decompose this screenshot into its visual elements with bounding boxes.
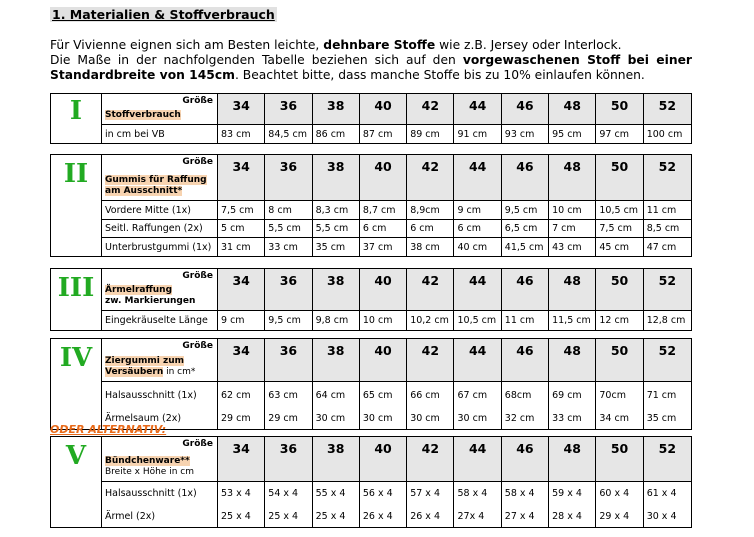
size-header-44: 44 xyxy=(454,339,501,382)
size-table-3 xyxy=(50,268,692,331)
table-cell: 45 cm xyxy=(596,237,643,256)
material-label xyxy=(105,285,215,307)
table-cell: 37 cm xyxy=(360,237,407,256)
table-cell: 27x 4 xyxy=(454,505,501,527)
table-cell: 30 cm xyxy=(454,408,501,429)
table-cell: 8,7 cm xyxy=(360,201,407,219)
size-table-1 xyxy=(50,93,692,144)
size-header-42: 42 xyxy=(407,155,454,201)
size-label: Größe xyxy=(182,157,213,167)
intro-text xyxy=(50,38,692,83)
table-cell: 6 cm xyxy=(360,219,407,237)
table-cell: 100 cm xyxy=(646,128,683,140)
intro-text-segment: vorgewaschenen Stoff bei einer Standardbreite von 145cm xyxy=(50,53,692,82)
material-label xyxy=(105,175,215,197)
table-cell: 8,5 cm xyxy=(644,219,691,237)
intro-paragraph-2 xyxy=(50,53,692,83)
size-header-44: 44 xyxy=(454,94,501,125)
table-cell: 40 cm xyxy=(454,237,501,256)
size-header-50: 50 xyxy=(596,437,643,482)
table-cell: 59 x 4 xyxy=(549,482,596,505)
table-cell: 63 cm xyxy=(265,382,312,408)
table-cell: 25 x 4 xyxy=(218,505,265,527)
table-cell: 5 cm xyxy=(218,219,265,237)
table-cell: 57 x 4 xyxy=(407,482,454,505)
size-header-42: 42 xyxy=(407,339,454,382)
table-cell: 9,8 cm xyxy=(313,311,360,330)
material-name: Ziergummi zum Versäubern xyxy=(105,356,185,377)
table-cell: 67 cm xyxy=(454,382,501,408)
table-cell: 11 cm xyxy=(646,204,677,216)
table-cell: 64 cm xyxy=(313,382,360,408)
table-cell: 56 x 4 xyxy=(360,482,407,505)
table-cell: 7,5 cm xyxy=(596,219,643,237)
intro-text-segment: Für Vivienne eignen sich am Besten leichte, xyxy=(50,38,324,52)
table-cell: 6,5 cm xyxy=(502,219,549,237)
material-label xyxy=(105,456,215,478)
material-label xyxy=(105,110,215,121)
table-cell: 66 cm xyxy=(407,382,454,408)
table-cell: 11,5 cm xyxy=(549,311,596,330)
header-label-cell xyxy=(102,269,218,311)
size-header-36: 36 xyxy=(265,437,312,482)
table-cell: 5,5 cm xyxy=(313,219,360,237)
table-cell: 26 x 4 xyxy=(407,505,454,527)
size-header-40: 40 xyxy=(360,339,407,382)
table-cell: 10 cm xyxy=(549,201,596,219)
size-header-40: 40 xyxy=(360,269,407,311)
size-header-50: 50 xyxy=(596,269,643,311)
table-cell: 65 cm xyxy=(360,382,407,408)
size-header-34: 34 xyxy=(218,437,265,482)
size-header-34: 34 xyxy=(218,94,265,125)
table-cell: 34 cm xyxy=(596,408,643,429)
size-header-44: 44 xyxy=(454,269,501,311)
size-header-46: 46 xyxy=(502,339,549,382)
size-header-46: 46 xyxy=(502,94,549,125)
material-name: Gummis für Raffung am Ausschnitt* xyxy=(105,175,207,196)
size-header-48: 48 xyxy=(549,339,596,382)
size-header-38: 38 xyxy=(313,437,360,482)
size-header-34: 34 xyxy=(218,339,265,382)
table-cell: 95 cm xyxy=(549,125,596,143)
size-header-42: 42 xyxy=(407,269,454,311)
size-label: Größe xyxy=(182,439,213,449)
table-cell: 54 x 4 xyxy=(265,482,312,505)
table-cell: 25 x 4 xyxy=(313,505,360,527)
table-cell: 93 cm xyxy=(502,125,549,143)
table-cell: 58 x 4 xyxy=(502,482,549,505)
size-header-50: 50 xyxy=(596,339,643,382)
header-label-cell xyxy=(102,437,218,482)
table-cell: 6 cm xyxy=(407,219,454,237)
table-cell: 53 x 4 xyxy=(218,482,265,505)
table-cell: 30 cm xyxy=(313,408,360,429)
table-cell: 68cm xyxy=(502,382,549,408)
size-header-48: 48 xyxy=(549,269,596,311)
table-cell: 12 cm xyxy=(596,311,643,330)
material-label xyxy=(105,356,215,378)
header-label-cell xyxy=(102,339,218,382)
intro-text-segment: dehnbare Stoffe xyxy=(323,38,436,52)
size-header-38: 38 xyxy=(313,94,360,125)
size-header-36: 36 xyxy=(265,269,312,311)
size-header-48: 48 xyxy=(549,94,596,125)
size-header-50: 50 xyxy=(596,94,643,125)
size-label: Größe xyxy=(182,96,213,106)
table-cell: 9,5 cm xyxy=(265,311,312,330)
size-label: Größe xyxy=(182,341,213,351)
table-cell: 87 cm xyxy=(360,125,407,143)
table-cell: 8,9cm xyxy=(407,201,454,219)
row-label: Eingekräuselte Länge xyxy=(102,311,218,330)
table-cell: 47 cm xyxy=(644,237,691,256)
table-cell: 30 cm xyxy=(360,408,407,429)
table-cell: 55 x 4 xyxy=(313,482,360,505)
size-header-48: 48 xyxy=(549,437,596,482)
row-label: Vordere Mitte (1x) xyxy=(102,201,218,219)
table-cell: 32 cm xyxy=(502,408,549,429)
size-header-38: 38 xyxy=(313,339,360,382)
intro-paragraph-1 xyxy=(50,38,692,53)
table-cell: 62 cm xyxy=(218,382,265,408)
row-label: Seitl. Raffungen (2x) xyxy=(102,219,218,237)
size-header-44: 44 xyxy=(454,155,501,201)
table-cell: 8,3 cm xyxy=(313,201,360,219)
table-cell: 70cm xyxy=(596,382,643,408)
size-header-52: 52 xyxy=(644,339,691,382)
size-header-36: 36 xyxy=(265,339,312,382)
table-cell: 27 x 4 xyxy=(502,505,549,527)
table-cell: 60 x 4 xyxy=(596,482,643,505)
table-cell: 7,5 cm xyxy=(218,201,265,219)
material-name: Stoffverbrauch xyxy=(105,110,181,120)
header-label-cell xyxy=(102,155,218,201)
size-table-5 xyxy=(50,436,692,528)
row-label: Ärmel (2x) xyxy=(102,505,218,527)
table-cell: 58 x 4 xyxy=(454,482,501,505)
table-cell: 33 cm xyxy=(549,408,596,429)
table-cell: 10 cm xyxy=(360,311,407,330)
table-cell: 97 cm xyxy=(596,125,643,143)
table-cell: 41,5 cm xyxy=(502,237,549,256)
section-heading: 1. Materialien & Stoffverbrauch xyxy=(52,7,275,22)
table-cell: 10,5 cm xyxy=(596,201,643,219)
table-numeral: IV xyxy=(51,339,102,429)
size-header-52: 52 xyxy=(644,94,691,125)
table-cell: 33 cm xyxy=(265,237,312,256)
size-header-38: 38 xyxy=(313,269,360,311)
material-name: Bündchenware** xyxy=(105,456,190,466)
table-cell: 11 cm xyxy=(502,311,549,330)
table-cell: 91 cm xyxy=(454,125,501,143)
size-header-40: 40 xyxy=(360,155,407,201)
material-note: Breite x Höhe in cm xyxy=(105,467,194,477)
table-cell: 38 cm xyxy=(407,237,454,256)
material-name: Ärmelraffung xyxy=(105,285,173,295)
size-header-52: 52 xyxy=(644,269,691,311)
table-cell: 30 x 4 xyxy=(646,510,677,522)
size-table-4 xyxy=(50,338,692,430)
table-cell: 43 cm xyxy=(549,237,596,256)
table-cell: 29 x 4 xyxy=(596,505,643,527)
size-header-34: 34 xyxy=(218,269,265,311)
table-cell: 71 cm xyxy=(646,389,677,401)
size-header-42: 42 xyxy=(407,94,454,125)
row-label: Halsausschnitt (1x) xyxy=(102,382,218,408)
table-cell: 84,5 cm xyxy=(265,125,312,143)
size-header-40: 40 xyxy=(360,437,407,482)
table-cell: 61 x 4 xyxy=(646,488,677,499)
intro-text-segment: . Beachtet bitte, dass manche Stoffe bis zu 10% einlaufen können. xyxy=(234,68,645,82)
table-cell: 31 cm xyxy=(218,237,265,256)
table-cell: 35 cm xyxy=(646,413,677,424)
size-table-2 xyxy=(50,154,692,257)
size-header-34: 34 xyxy=(218,155,265,201)
table-cell: 10,2 cm xyxy=(407,311,454,330)
table-cell: 8 cm xyxy=(265,201,312,219)
header-label-cell xyxy=(102,94,218,125)
table-cell: 69 cm xyxy=(549,382,596,408)
table-cell: 28 x 4 xyxy=(549,505,596,527)
table-numeral: V xyxy=(51,437,102,527)
row-label: Halsausschnitt (1x) xyxy=(102,482,218,505)
size-header-46: 46 xyxy=(502,269,549,311)
material-note: zw. Markierungen xyxy=(105,296,196,306)
size-label: Größe xyxy=(182,271,213,281)
size-header-46: 46 xyxy=(502,437,549,482)
size-header-40: 40 xyxy=(360,94,407,125)
size-header-52: 52 xyxy=(644,437,691,482)
size-header-46: 46 xyxy=(502,155,549,201)
size-header-50: 50 xyxy=(596,155,643,201)
table-cell: 83 cm xyxy=(218,125,265,143)
table-cell: 9,5 cm xyxy=(502,201,549,219)
table-numeral: III xyxy=(51,269,102,330)
size-header-42: 42 xyxy=(407,437,454,482)
size-header-38: 38 xyxy=(313,155,360,201)
row-label: in cm bei VB xyxy=(102,125,218,143)
intro-text-segment: wie z.B. Jersey oder Interlock. xyxy=(435,38,622,52)
table-cell: 25 x 4 xyxy=(265,505,312,527)
intro-text-segment: Die Maße in der nachfolgenden Tabelle beziehen sich auf den xyxy=(50,53,463,67)
size-header-48: 48 xyxy=(549,155,596,201)
table-cell: 35 cm xyxy=(313,237,360,256)
table-cell: 30 cm xyxy=(407,408,454,429)
table-cell: 26 x 4 xyxy=(360,505,407,527)
material-unit: in cm* xyxy=(163,367,196,377)
size-header-52: 52 xyxy=(644,155,691,201)
row-label: Ärmelsaum (2x) xyxy=(102,408,218,429)
table-cell: 10,5 cm xyxy=(454,311,501,330)
table-cell: 86 cm xyxy=(313,125,360,143)
table-cell: 12,8 cm xyxy=(646,315,686,326)
table-cell: 6 cm xyxy=(454,219,501,237)
size-header-44: 44 xyxy=(454,437,501,482)
table-cell: 7 cm xyxy=(549,219,596,237)
alternative-label: ODER ALTERNATIV: xyxy=(50,423,167,436)
size-header-36: 36 xyxy=(265,94,312,125)
table-cell: 89 cm xyxy=(407,125,454,143)
table-cell: 9 cm xyxy=(454,201,501,219)
table-cell: 5,5 cm xyxy=(265,219,312,237)
table-cell: 29 cm xyxy=(218,408,265,429)
size-header-36: 36 xyxy=(265,155,312,201)
table-numeral: II xyxy=(51,155,102,256)
table-cell: 9 cm xyxy=(218,311,265,330)
table-cell: 29 cm xyxy=(265,408,312,429)
table-numeral: I xyxy=(51,94,102,143)
row-label: Unterbrustgummi (1x) xyxy=(102,237,218,256)
